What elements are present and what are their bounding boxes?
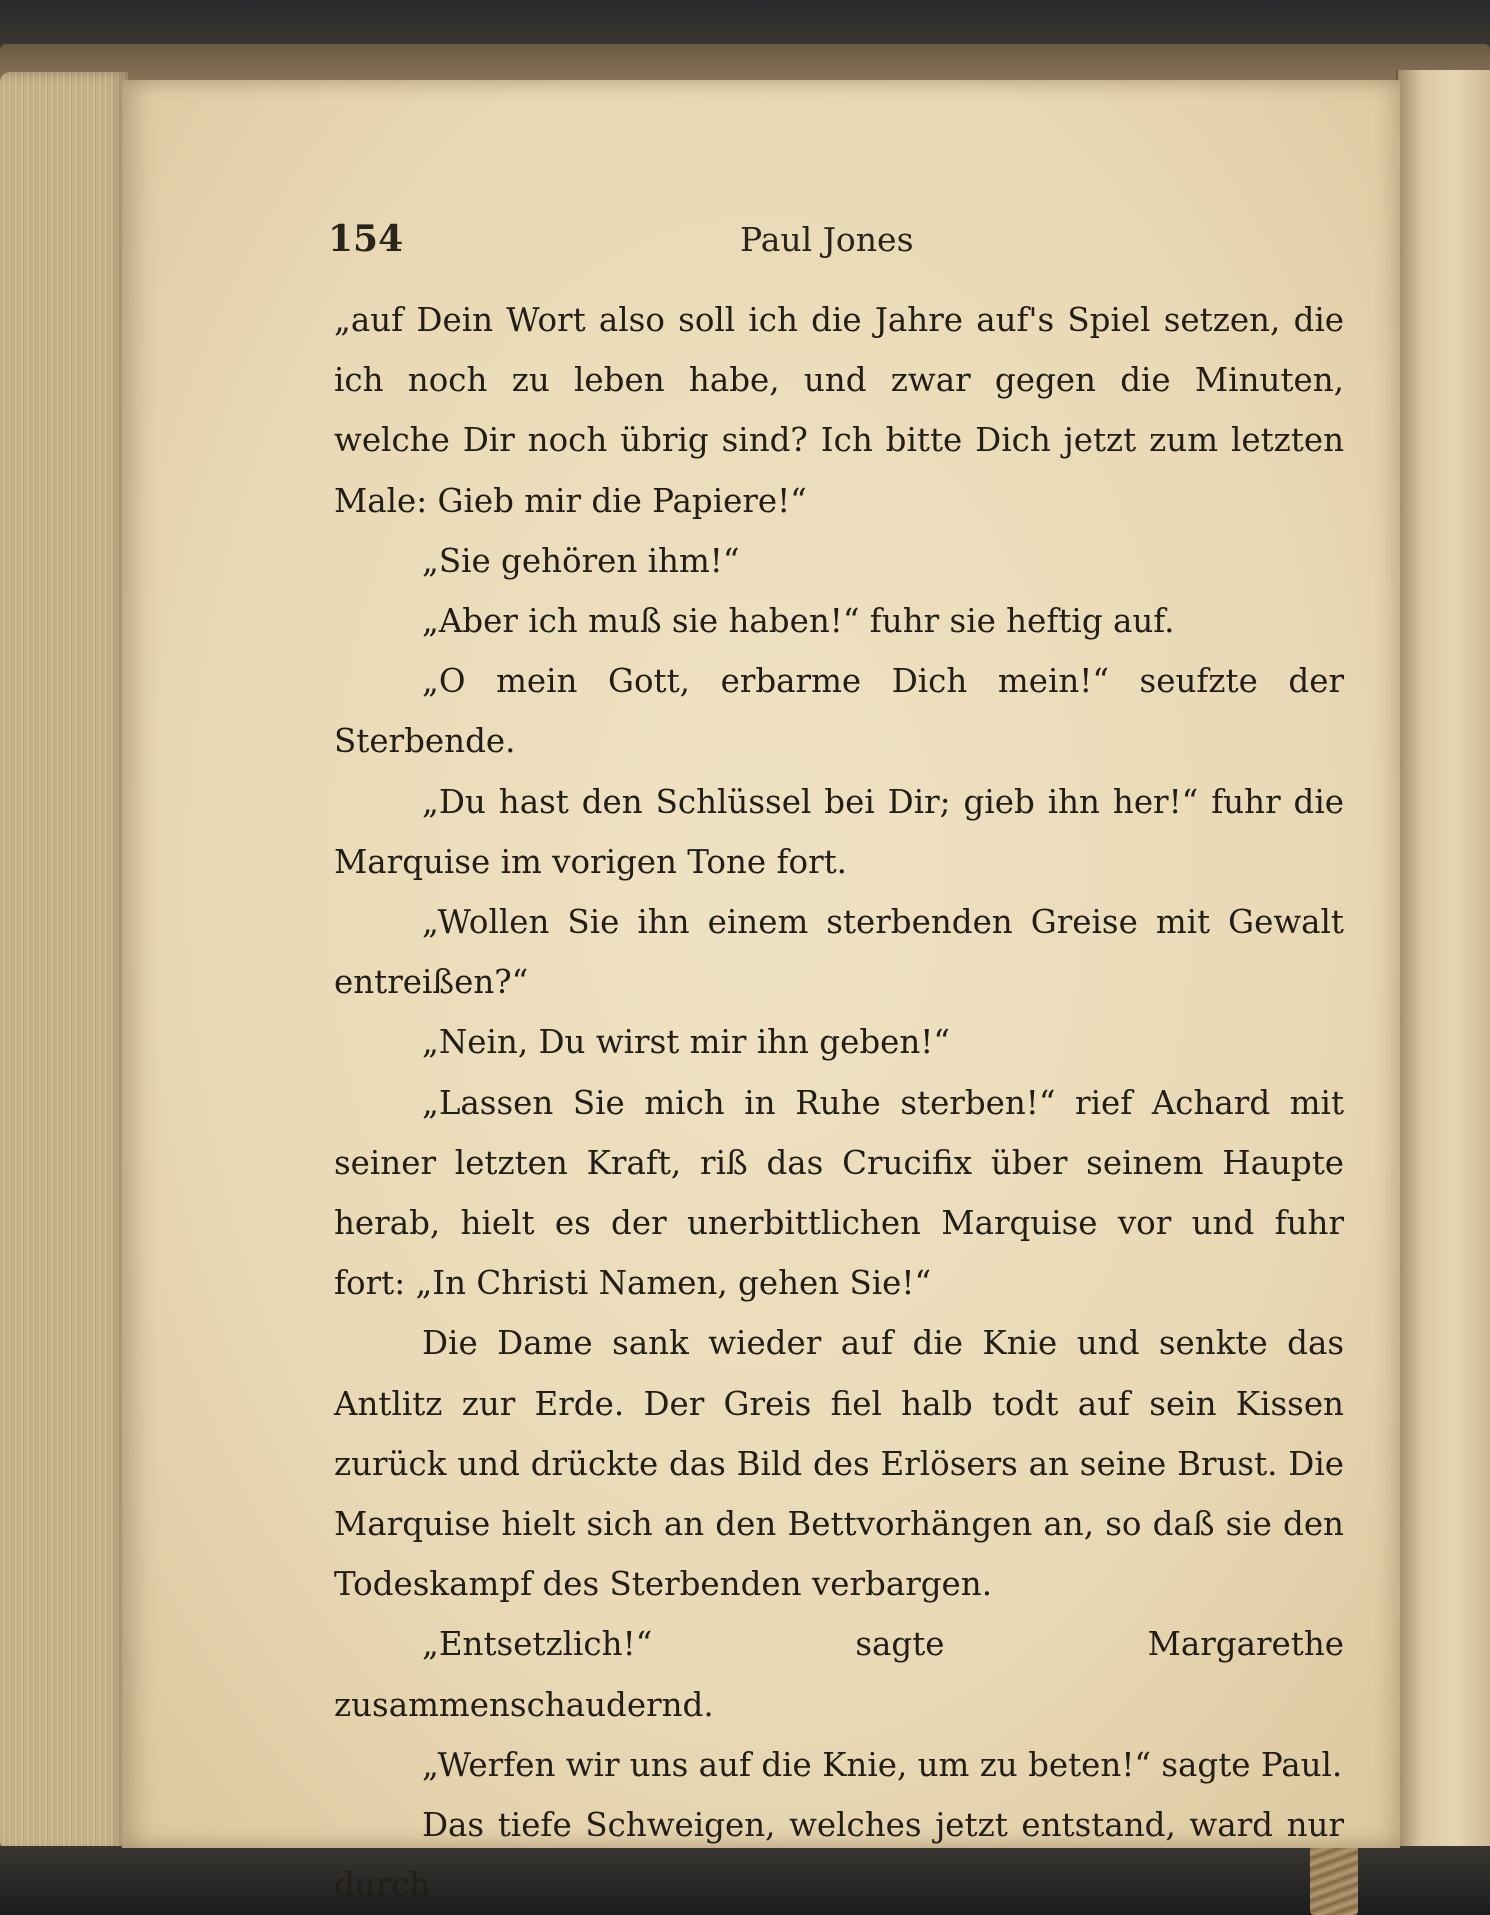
paragraph: Die Dame sank wieder auf die Knie und senkte das Antlitz zur Erde. Der Greis fiel halb todt auf sein Kissen zurück und drückte das Bild des Erlösers an seine Brust. Die Marquise hielt sich an den Bettvorhängen an, so daß sie den Todeskampf des Sterbenden verbargen. <box>334 1324 1344 1604</box>
paragraph: „Lassen Sie mich in Ruhe sterben!“ rief Achard mit seiner letzten Kraft, riß das Crucifix über seinem Haupte herab, hielt es der unerbittlichen Marquise vor und fuhr fort: „In Christi Namen, gehen Sie!“ <box>334 1083 1344 1303</box>
page-number: 154 <box>328 218 404 260</box>
running-head-title: Paul Jones <box>740 220 914 259</box>
paragraph: „Aber ich muß sie haben!“ fuhr sie heftig auf. <box>422 602 1175 641</box>
paragraph: „Du hast den Schlüssel bei Dir; gieb ihn her!“ fuhr die Marquise im vorigen Tone fort. <box>334 782 1344 881</box>
paragraph: Das tiefe Schweigen, welches jetzt entstand, ward nur durch <box>334 1806 1344 1905</box>
stacked-page-edges <box>0 72 128 1852</box>
paragraph: „Sie gehören ihm!“ <box>422 541 740 580</box>
body-text <box>334 290 1344 1915</box>
paragraph: „Nein, Du wirst mir ihn geben!“ <box>422 1023 950 1062</box>
paragraph: „O mein Gott, erbarme Dich mein!“ seufzte der Sterbende. <box>334 662 1344 761</box>
paragraph: „auf Dein Wort also soll ich die Jahre auf's Spiel setzen, die ich noch zu leben habe, und zwar gegen die Minuten, welche Dir noch übrig sind? Ich bitte Dich jetzt zum letzten Male: Gieb mir die Papiere!“ <box>334 301 1344 520</box>
book-cover-board <box>0 44 1490 84</box>
paragraph: „Entsetzlich!“ sagte Margarethe zusammenschaudernd. <box>334 1625 1344 1724</box>
paragraph: „Werfen wir uns auf die Knie, um zu beten!“ sagte Paul. <box>422 1745 1343 1784</box>
paragraph: „Wollen Sie ihn einem sterbenden Greise mit Gewalt entreißen?“ <box>334 903 1344 1002</box>
opposite-page-gutter <box>1396 70 1490 1860</box>
running-head <box>328 210 1348 270</box>
